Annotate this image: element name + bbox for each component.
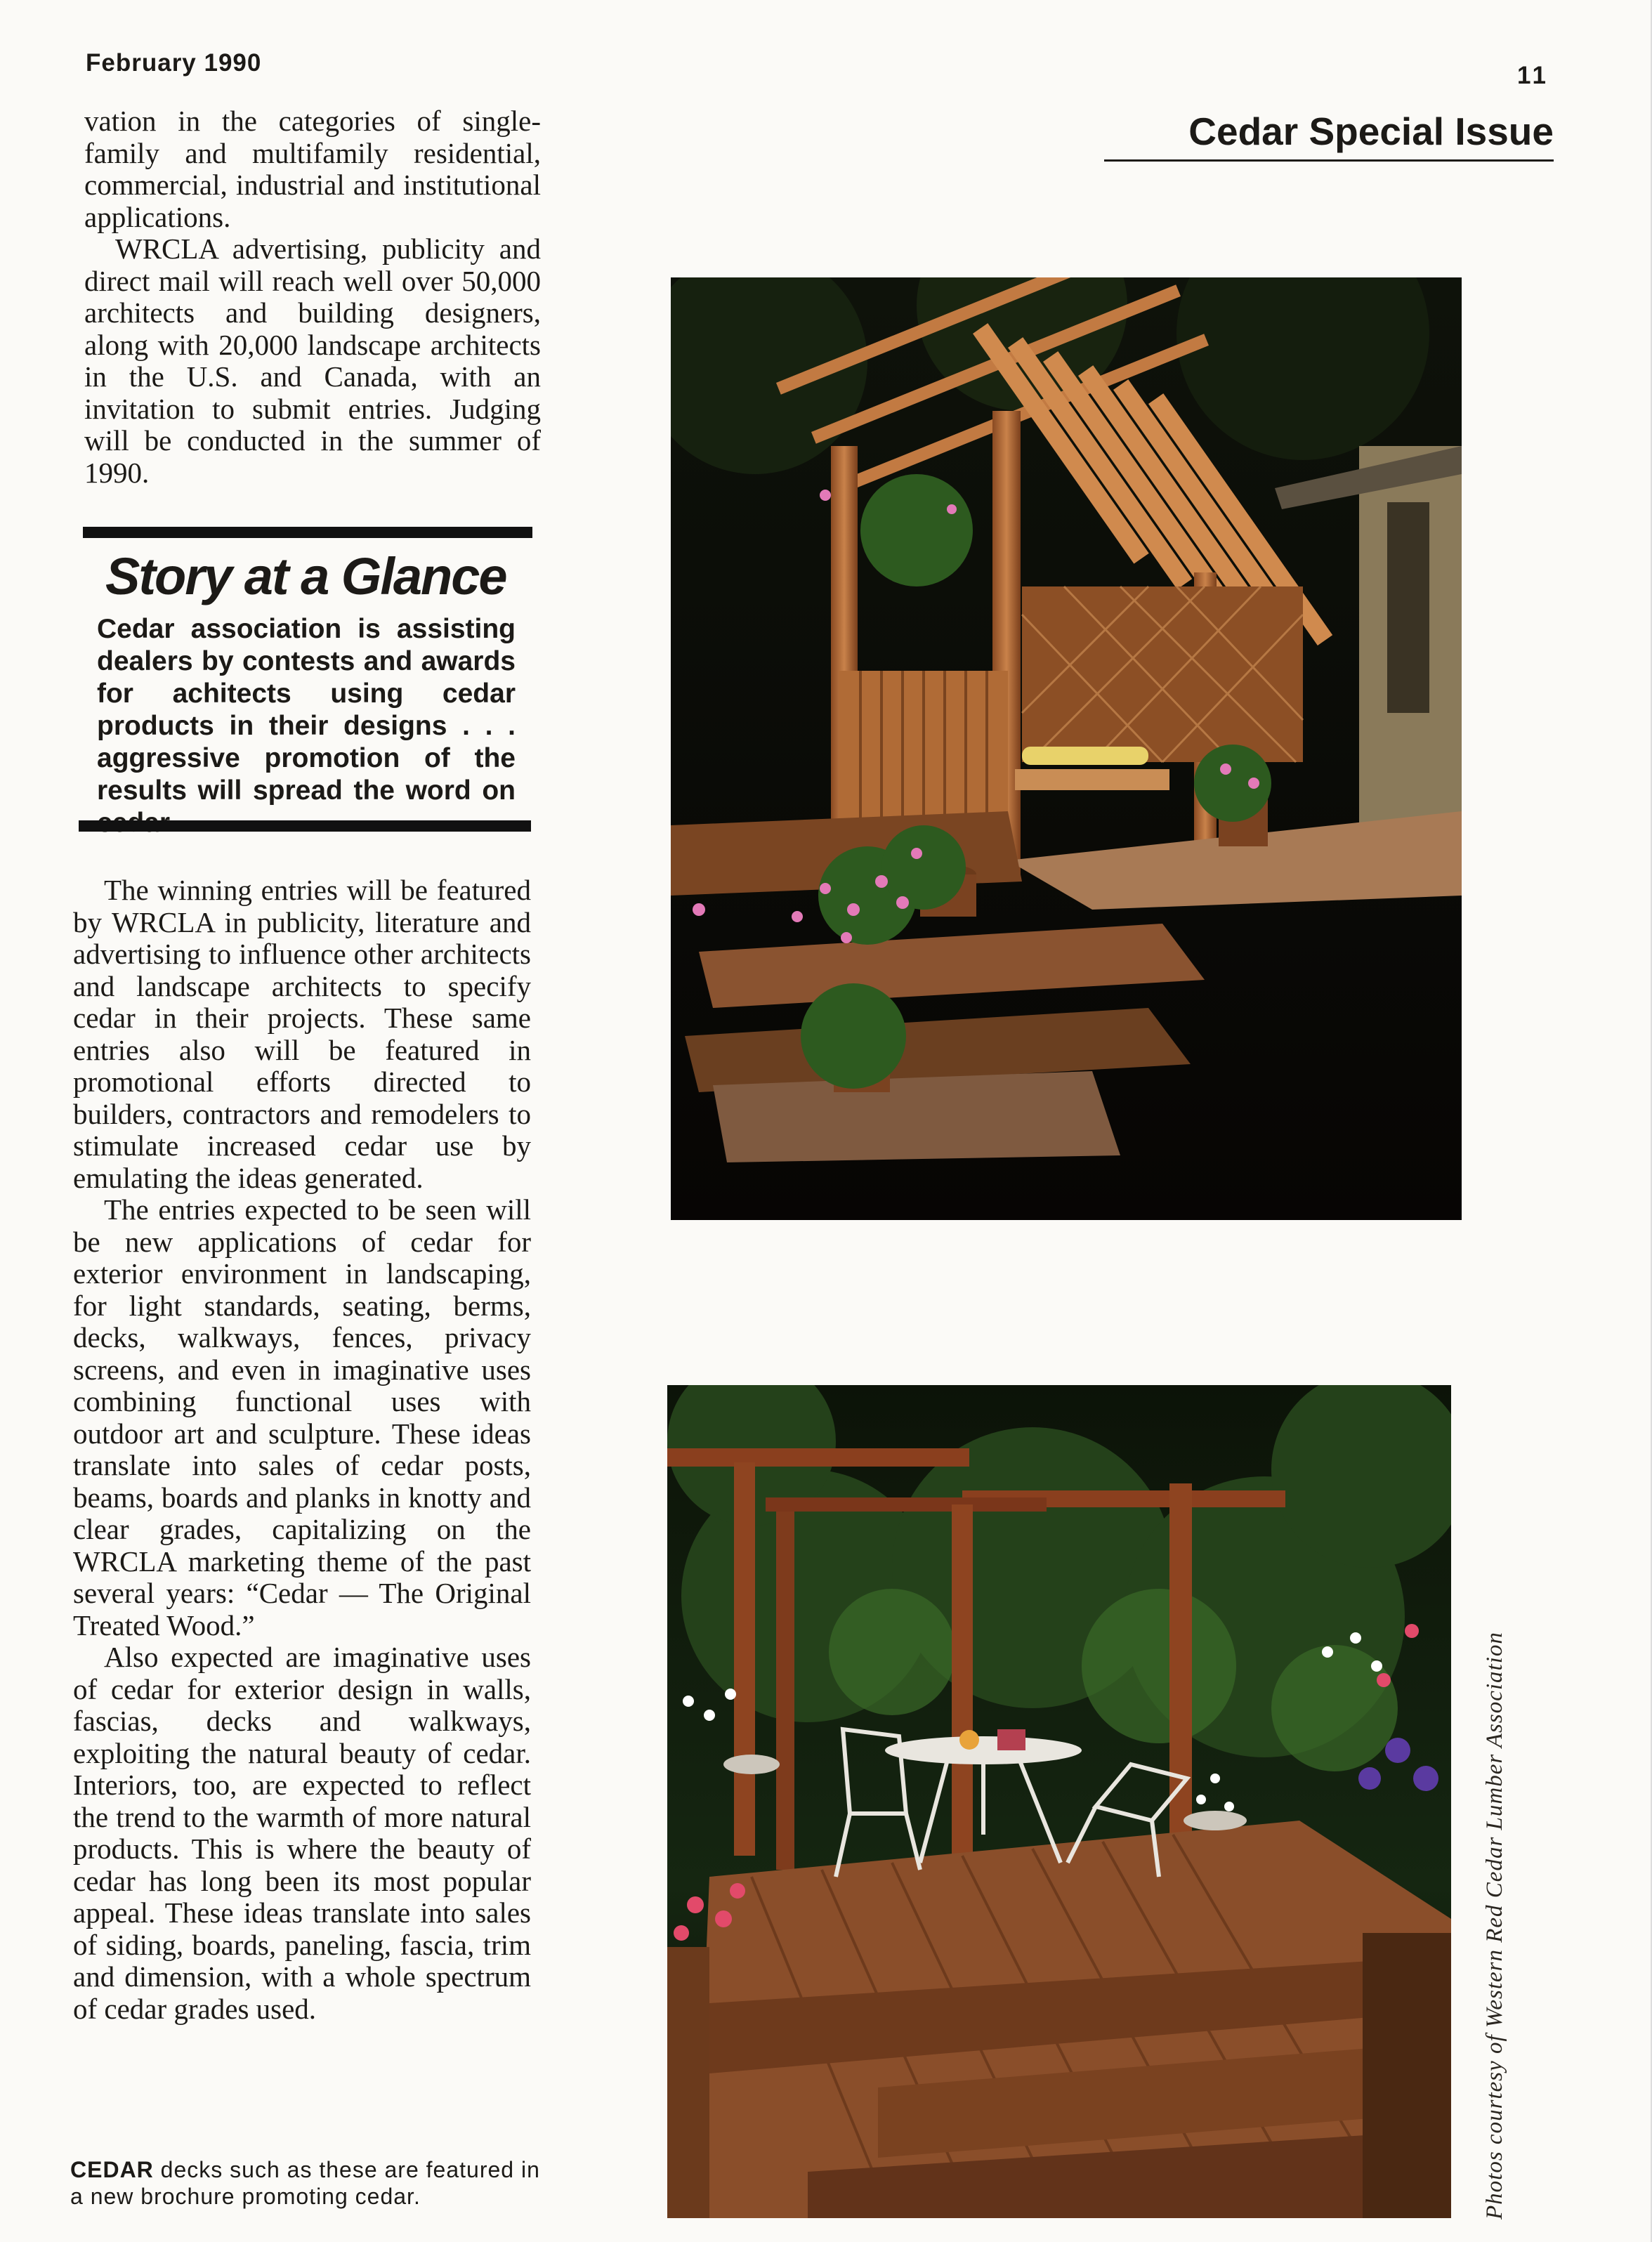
caption-text: decks such as these are featured in a new brochure promoting cedar.: [70, 2157, 540, 2209]
page-number: 11: [1517, 62, 1549, 89]
caption-lead: CEDAR: [70, 2157, 154, 2182]
main-paragraph: The winning entries will be featured by WRCLA in publicity, literature and advertising to influence other architects and landscape architects to specify cedar in their projects. These same entries also will be featured in promotional efforts directed to builders, contractors and remodelers to stimulate increased cedar use by emulating the ideas generated.: [73, 874, 531, 1194]
main-column: [73, 874, 531, 2025]
cedar-arbor-patio-deck-photo: [667, 1385, 1451, 2218]
intro-paragraph: vation in the categories of single-family and multifamily residential, commercial, industrial and institutional applications.: [84, 105, 541, 233]
issue-title: Cedar Special Issue: [1104, 109, 1554, 162]
main-paragraph: Also expected are imaginative uses of cedar for exterior design in walls, fascias, decks and walkways, exploiting the natural beauty of cedar. Interiors, too, are expected to reflect the trend to the warmth of more natural products. This is where the beauty of cedar has long been its most popular appeal. These ideas translate into sales of siding, boards, paneling, fascia, trim and dimension, with a whole spectrum of cedar grades used.: [73, 1641, 531, 2025]
photo-caption: [70, 2156, 548, 2210]
glance-top-rule: [83, 527, 532, 538]
glance-title: Story at a Glance: [105, 547, 506, 605]
cedar-pergola-deck-photo: [671, 277, 1462, 1220]
glance-body: Cedar association is assisting dealers by contests and awards for achitects using cedar products in their designs . . . aggressive promotion of the results will spread the word on: [97, 614, 516, 806]
main-paragraph: The entries expected to be seen will be new applications of cedar for exterior environment in landscaping, for light standards, seating, berms, decks, walkways, fences, privacy screens, and even in imaginative uses combining functional uses with outdoor art and sculpture. These ideas translate into sales of cedar posts, beams, boards and planks in knotty and clear grades, capitalizing on the WRCLA marketing theme of the past several years: “Cedar — The Original Treated Wood.”: [73, 1193, 531, 1641]
header-date: February 1990: [86, 49, 262, 77]
pergola-deck-illustration: [671, 277, 1462, 1220]
intro-paragraph: WRCLA advertising, publicity and direct mail will reach well over 50,000 architects and building designers, along with 20,000 landscape architects in the U.S. and Canada, with an invitation to submit entries. Judging will be conducted in the summer of 1990.: [84, 232, 541, 489]
intro-column: [84, 105, 541, 489]
photo-credit: Photos courtesy of Western Red Cedar Lumber Association: [1482, 1632, 1507, 2220]
arbor-patio-illustration: [667, 1385, 1451, 2218]
glance-bottom-rule: [79, 820, 531, 832]
